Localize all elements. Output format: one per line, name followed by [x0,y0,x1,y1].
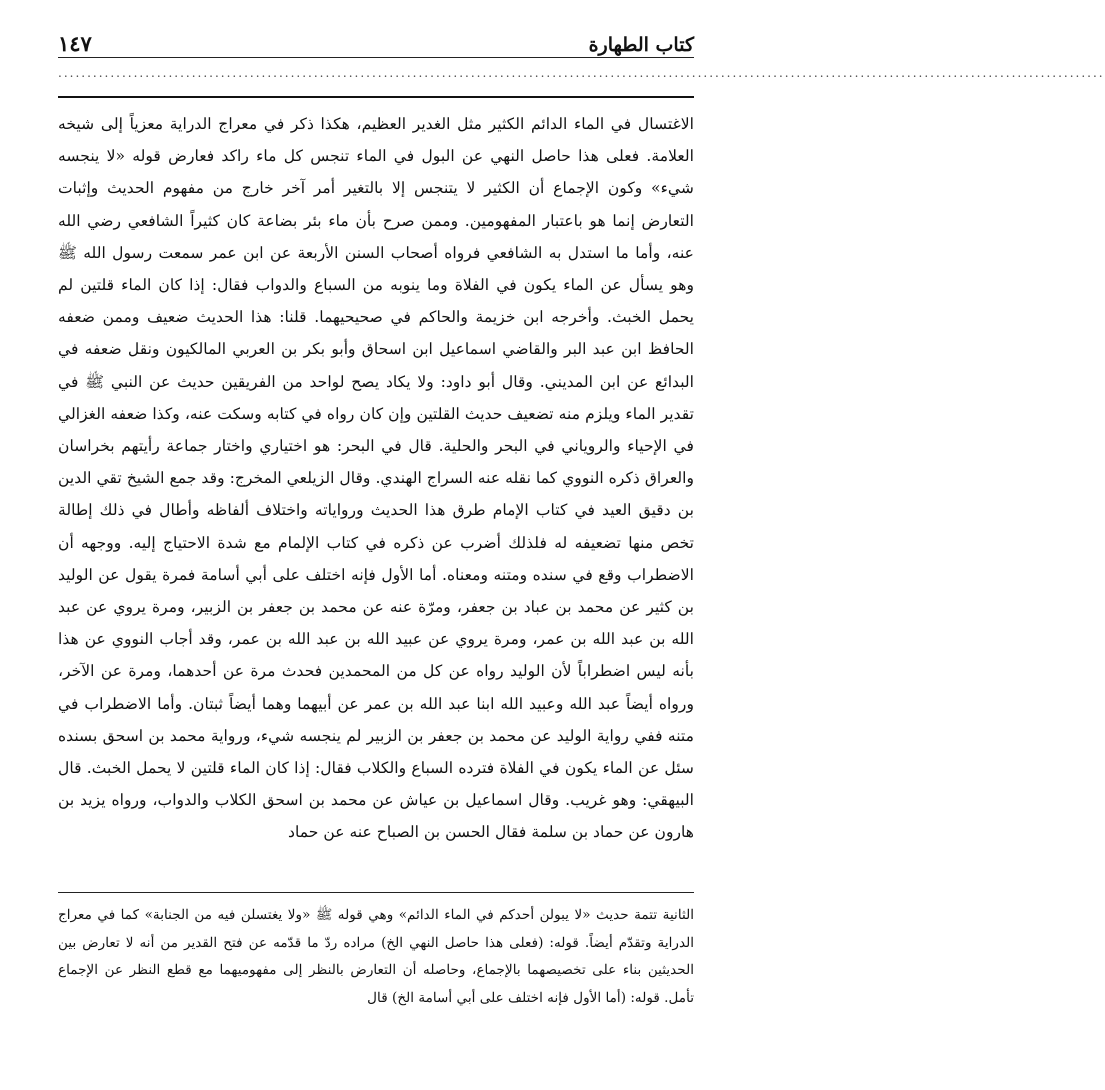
footnote-block [58,902,694,1082]
main-paragraph: الاغتسال في الماء الدائم الكثير مثل الغدير العظيم، هكذا ذكر في معراج الدراية معزياً إلى شيخه العلامة. فعلى هذا حاصل النهي عن البول في الماء تنجس كل ماء راكد فعارض قوله «لا ينجسه شيء» وكون الإجماع أن الكثير لا يتنجس إلا بالتغير أمر آخر خارج من مفهوم الحديث وإثبات التعارض إنما هو باعتبار المفهومين. وممن صرح بأن ماء بئر بضاعة كان كثيراً الشافعي رضي الله عنه، وأما ما استدل به الشافعي فرواه أصحاب السنن الأربعة عن ابن عمر سمعت رسول الله ﷺ وهو يسأل عن الماء يكون في الفلاة وما ينوبه من السباع والدواب فقال: إذا كان الماء قلتين لم يحمل الخبث. وأخرجه ابن خزيمة والحاكم في صحيحيهما. قلنا: هذا الحديث ضعيف وممن ضعفه الحافظ ابن عبد البر والقاضي اسماعيل ابن اسحاق وأبو بكر بن العربي المالكيون ونقل ضعفه في البدائع عن ابن المديني. وقال أبو داود: ولا يكاد يصح لواحد من الفريقين حديث عن النبي ﷺ في تقدير الماء ويلزم منه تضعيف حديث القلتين وإن كان رواه في كتابه وسكت عنه، وكذا ضعفه الغزالي في الإحياء والروياني في البحر والحلية. قال في البحر: هو اختياري واختار جماعة رأيتهم بخراسان والعراق ذكره النووي كما نقله عنه السراج الهندي. وقال الزيلعي المخرج: وقد جمع الشيخ تقي الدين بن دقيق العيد في كتاب الإمام طرق هذا الحديث ورواياته واختلاف ألفاظه وأطال في ذلك إطالة تخص منها تضعيفه له فلذلك أضرب عن ذكره في كتاب الإلمام مع شدة الاحتياج إليه. ووجهه أن الاضطراب وقع في سنده ومتنه ومعناه. أما الأول فإنه اختلف على أبي أسامة فمرة يقول عن الوليد بن كثير عن محمد بن عباد بن جعفر، ومرّة عنه عن محمد بن جعفر بن الزبير، ومرة يروي عن عبد الله بن عبد الله بن عمر، ومرة يروي عن عبيد الله بن عبد الله بن عمر، وقد أجاب النووي عن هذا بأنه ليس اضطراباً لأن الوليد رواه عن كل من المحمدين فحدث مرة عن أحدهما، ومرة عن الآخر، ورواه أيضاً عبد الله وعبيد الله ابنا عبد الله بن عمر عن أبيهما وهما أيضاً ثبتان. وأما الاضطراب في متنه ففي رواية الوليد عن محمد بن جعفر بن الزبير لم ينجسه شيء، ورواية محمد بن اسحق بسنده سئل عن الماء يكون في الفلاة فترده السباع والكلاب فقال: إذا كان الماء قلتين لا يحمل الخبث. قال البيهقي: وهو غريب. وقال اسماعيل بن عياش عن محمد بن اسحق الكلاب والدواب، ورواه يزيد بن هارون عن حماد بن سلمة فقال الحسن بن الصباح عنه عن حماد [58,115,694,842]
footnote-divider [58,892,694,893]
book-title: كتاب الطهارة [588,34,694,56]
dotted-separator: .................................................................................................................................................................................... [58,66,1105,80]
page-number: ١٤٧ [58,31,92,56]
main-text-block [58,108,694,884]
main-text-divider [58,96,694,98]
header-divider [58,57,694,58]
footnote-paragraph: الثانية تتمة حديث «لا يبولن أحدكم في الماء الدائم» وهي قوله ﷺ «ولا يغتسلن فيه من الجنابة» كما في معراج الدراية وتقدّم أيضاً. قوله: (فعلى هذا حاصل النهي الخ) مراده ردّ ما قدّمه عن فتح القدير من أنه لا تعارض بين الحديثين بناء على تخصيصهما بالإجماع، وحاصله أن التعارض بالنظر إلى مفهوميهما مع قطع النظر عن الإجماع تأمل. قوله: (أما الأول فإنه اختلف على أبي أسامة الخ) قال [58,907,694,1006]
page-header [58,28,694,56]
